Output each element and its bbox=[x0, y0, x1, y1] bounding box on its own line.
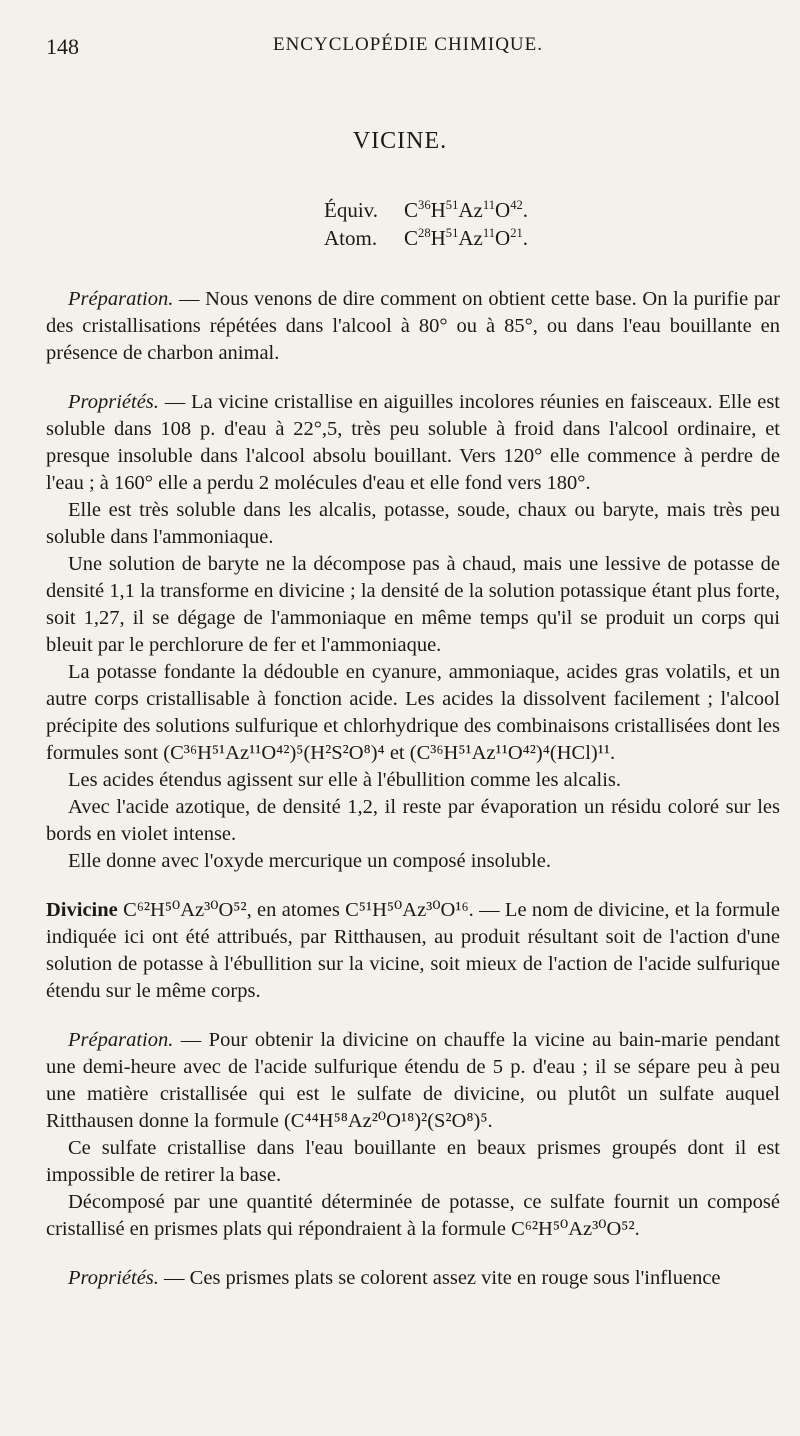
running-title: ENCYCLOPÉDIE CHIMIQUE. bbox=[272, 34, 544, 55]
heading-properties: Propriétés. bbox=[68, 391, 159, 413]
section-title: VICINE. bbox=[352, 128, 448, 154]
equiv-label: Équiv. bbox=[324, 198, 379, 222]
equiv-formula: $C^{36}H^{51}Az^{11}O^{42}$. bbox=[404, 198, 529, 222]
paragraph-preparation-2: Préparation. — Pour obtenir la divicine on chauffe la vicine au bain-marie pendant une demi-heure avec de l'acide sulfurique étendu de 5 p. d'eau ; il se sépare peu à peu une matière cristallisée qui est le sulfate de divicine, ou plutôt un sulfate auquel Ritthausen donne la formule (C⁴⁴H⁵⁸Az²⁰O¹⁸)²(S²O⁸)⁵. bbox=[46, 1029, 780, 1132]
formula-block bbox=[324, 196, 528, 252]
paragraph: Décomposé par une quantité déterminée de potasse, ce sulfate fournit un composé cristallisé en prismes plats qui répondraient à la formule C⁶²H⁵⁰Az³⁰O⁵². bbox=[46, 1191, 780, 1240]
heading-properties-2: Propriétés. bbox=[68, 1267, 159, 1289]
paragraph-properties bbox=[46, 389, 780, 497]
paragraph: Avec l'acide azotique, de densité 1,2, il reste par évaporation un résidu coloré sur les bords en violet intense. bbox=[46, 796, 780, 845]
paragraph: Elle est très soluble dans les alcalis, potasse, soude, chaux ou baryte, mais très peu soluble dans l'ammoniaque. bbox=[46, 499, 780, 548]
divicine-formula: C⁶²H⁵⁰Az³⁰O⁵², en atomes C⁵¹H⁵⁰Az³⁰O¹⁶. bbox=[117, 899, 474, 921]
paragraph: Les acides étendus agissent sur elle à l'ébullition comme les alcalis. bbox=[68, 769, 622, 791]
paragraph: Ce sulfate cristallise dans l'eau bouillante en beaux prismes groupés dont il est impossible de retirer la base. bbox=[46, 1137, 780, 1186]
atom-label: Atom. bbox=[324, 226, 378, 250]
formula-hydrochloric: (C³⁶H⁵¹Az¹¹O⁴²)⁴(HCl)¹¹ bbox=[409, 742, 611, 764]
paragraph: La potasse fondante la dédouble en cyanure, ammoniaque, acides gras volatils, et un autre corps cristallisable à fonction acide. Les acides la dissolvent facilement ; l'alcool précipite des solutions sulfurique et chlorhydrique des combinaisons cristallisées dont les formules sont (C³⁶H⁵¹Az¹¹O⁴²)⁵(H²S²O⁸)⁴ et (C³⁶H⁵¹Az¹¹O⁴²)⁴(HCl)¹¹. bbox=[46, 661, 780, 764]
paragraph: Une solution de baryte ne la décompose pas à chaud, mais une lessive de potasse de densité 1,1 la transforme en divicine ; la densité de la solution potassique étant plus forte, soit 1,27, il se dégage de l'ammoniaque en même temps qu'il se produit un corps qui bleuit par le perchlorure de fer et l'ammoniaque. bbox=[46, 553, 780, 656]
atom-formula-line bbox=[324, 224, 528, 252]
preparation-text: — Nous venons de dire comment on obtient cette base. On la purifie par des cristallisations répétées dans l'alcool à 80° ou à 85°, ou dans l'eau bouillante en présence de charbon animal. bbox=[46, 288, 780, 364]
properties-text: — La vicine cristallise en aiguilles incolores réunies en faisceaux. Elle est soluble dans 108 p. d'eau à 22°,5, très peu soluble à froid dans l'alcool ordinaire, et presque insoluble dans l'alcool absolu bouillant. Vers 120° elle commence à perdre de l'eau ; à 160° elle a perdu 2 molécules d'eau et elle fond vers 180°. bbox=[46, 391, 780, 494]
paragraph-divicine: Divicine C⁶²H⁵⁰Az³⁰O⁵², en atomes C⁵¹H⁵⁰Az³⁰O¹⁶. — Le nom de divicine, et la formule indiquée ici ont été attribués, par Ritthausen, au produit résultant soit de l'action d'une solution de potasse à l'ébullition sur la vicine, soit mieux de l'action de l'acide sulfurique étendu sur le même corps. bbox=[46, 899, 780, 1002]
page-body bbox=[46, 286, 780, 1292]
atom-formula: $C^{28}H^{51}Az^{11}O^{21}$. bbox=[404, 226, 529, 250]
paragraph: Elle donne avec l'oxyde mercurique un composé insoluble. bbox=[68, 850, 552, 872]
heading-preparation-2: Préparation. bbox=[68, 1029, 174, 1051]
heading-divicine: Divicine bbox=[46, 899, 118, 921]
heading-preparation: Préparation. bbox=[68, 288, 174, 310]
page-number: 148 bbox=[46, 34, 79, 59]
page-header bbox=[46, 34, 770, 64]
paragraph-preparation bbox=[46, 286, 780, 367]
paragraph-properties-2: Propriétés. — Ces prismes plats se colorent assez vite en rouge sous l'influence bbox=[68, 1267, 721, 1289]
equiv-formula-line bbox=[324, 196, 528, 224]
formula-sulfuric: (C³⁶H⁵¹Az¹¹O⁴²)⁵(H²S²O⁸)⁴ bbox=[163, 742, 385, 764]
